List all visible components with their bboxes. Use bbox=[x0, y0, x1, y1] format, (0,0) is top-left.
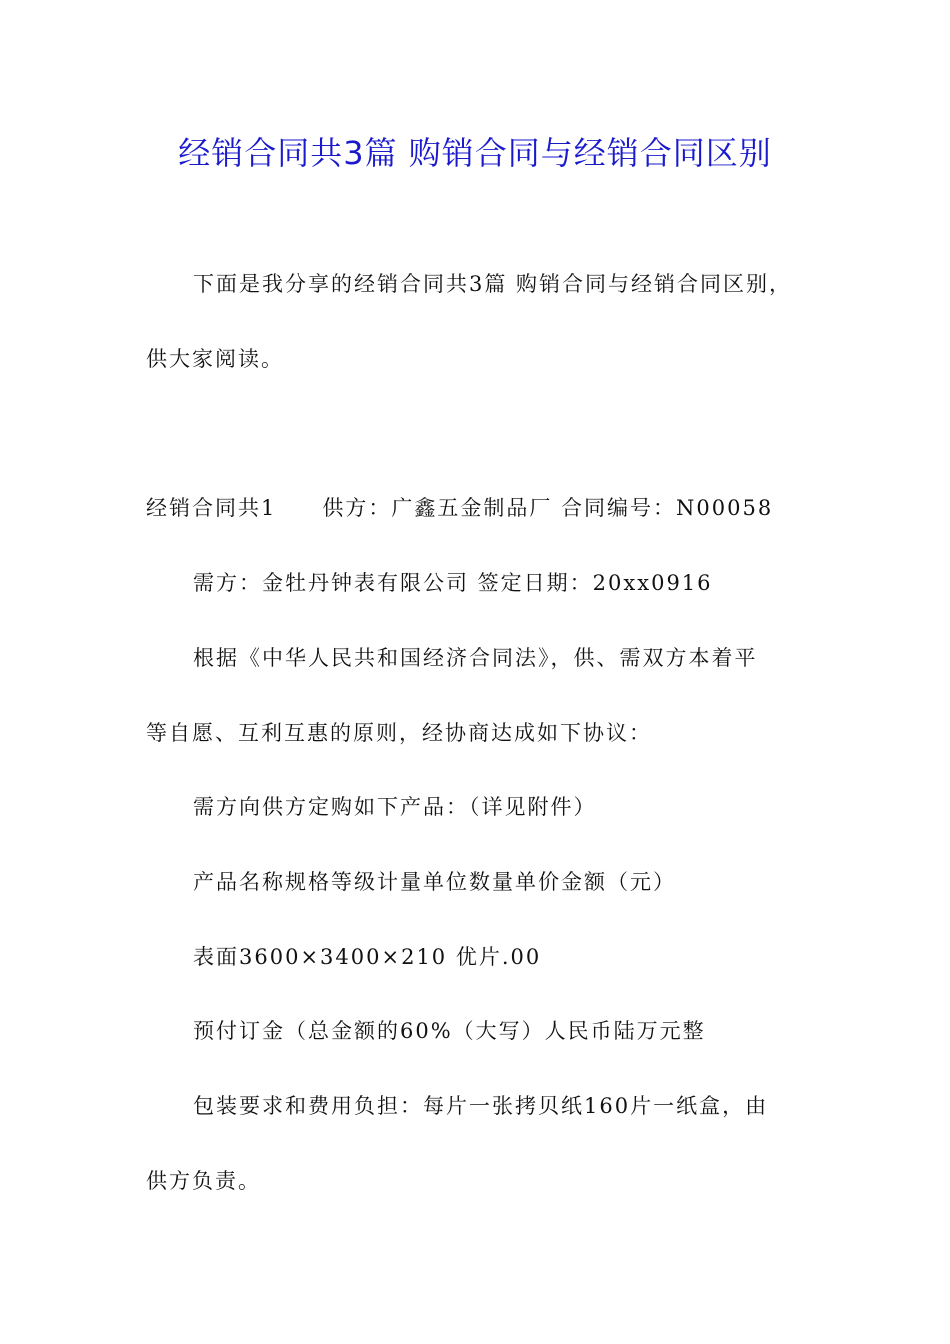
basis-line-2: 等自愿、互利互惠的原则，经协商达成如下协议： bbox=[146, 721, 652, 745]
basis-line-1: 根据《中华人民共和国经济合同法》，供、需双方本着平 bbox=[193, 646, 758, 670]
deposit-line: 预付订金（总金额的60%（大写）人民币陆万元整 bbox=[193, 1019, 706, 1043]
contract-header: 经销合同共1 供方：广鑫五金制品厂 合同编号：N00058 bbox=[146, 496, 774, 520]
order-line: 需方向供方定购如下产品：（详见附件） bbox=[193, 795, 597, 819]
document-title: 经销合同共3篇 购销合同与经销合同区别 bbox=[178, 134, 772, 172]
product-item-line: 表面3600×3400×210 优片.00 bbox=[193, 945, 542, 969]
intro-line-2: 供大家阅读。 bbox=[146, 347, 284, 371]
packing-line-1: 包装要求和费用负担：每片一张拷贝纸160片一纸盒，由 bbox=[193, 1094, 769, 1118]
buyer-line: 需方：金牡丹钟表有限公司 签定日期：20xx0916 bbox=[193, 571, 713, 595]
intro-line-1: 下面是我分享的经销合同共3篇 购销合同与经销合同区别， bbox=[193, 272, 793, 296]
product-columns-line: 产品名称规格等级计量单位数量单价金额（元） bbox=[193, 870, 676, 894]
packing-line-2: 供方负责。 bbox=[146, 1169, 261, 1193]
